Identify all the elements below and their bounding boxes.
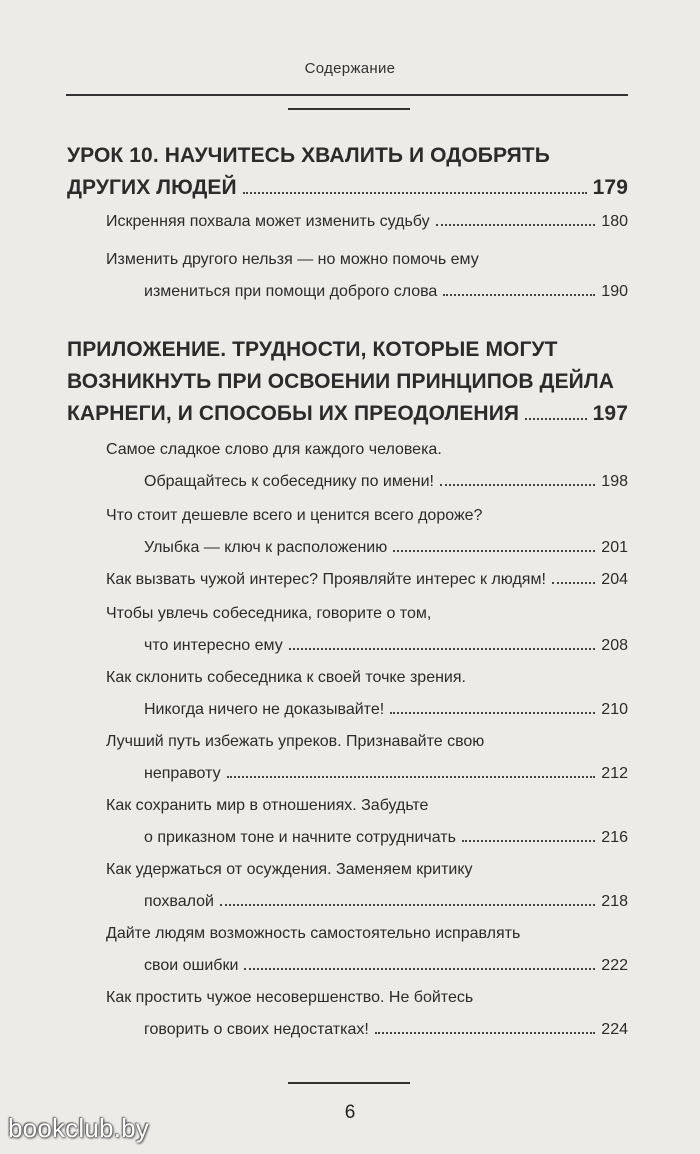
page-ref: 198 bbox=[601, 473, 628, 490]
entry-last-line bbox=[106, 694, 628, 726]
entry-title-line: говорить о своих недостатках! bbox=[144, 1021, 369, 1038]
page-ref: 204 bbox=[601, 571, 628, 588]
toc-entry bbox=[106, 564, 628, 596]
entry-title-line: что интересно ему bbox=[144, 637, 283, 654]
chapter-title-line: ВОЗНИКНУТЬ ПРИ ОСВОЕНИИ ПРИНЦИПОВ ДЕЙЛА bbox=[67, 370, 614, 393]
entry-title-line: неправоту bbox=[144, 765, 221, 782]
toc-entry bbox=[106, 790, 628, 854]
chapter-title-line: КАРНЕГИ, И СПОСОБЫ ИХ ПРЕОДОЛЕНИЯ bbox=[67, 402, 520, 425]
chapter-title-last-line bbox=[67, 172, 628, 204]
header-rule bbox=[66, 94, 628, 96]
entry-title-line: Самое сладкое слово для каждого человека. bbox=[106, 441, 442, 458]
toc-entry bbox=[106, 982, 628, 1046]
page-ref: 222 bbox=[601, 957, 628, 974]
entry-title-line: Искренняя похвала может изменить судьбу bbox=[106, 213, 430, 230]
entry-title-line: измениться при помощи доброго слова bbox=[144, 283, 438, 300]
entry-last-line bbox=[106, 466, 628, 498]
dot-leader bbox=[289, 648, 596, 650]
entry-title-line: Как вызвать чужой интерес? Проявляйте интерес к людям! bbox=[106, 571, 546, 588]
toc-entry bbox=[106, 918, 628, 982]
dot-leader bbox=[220, 904, 595, 906]
entry-title-line: Улыбка — ключ к расположению bbox=[144, 539, 388, 556]
watermark-text: bookclub.by bbox=[8, 1113, 149, 1143]
chapter-title-line: УРОК 10. НАУЧИТЕСЬ ХВАЛИТЬ И ОДОБРЯТЬ bbox=[67, 144, 550, 167]
entry-title-line: похвалой bbox=[144, 893, 214, 910]
entry-title-line: Как удержаться от осуждения. Заменяем критику bbox=[106, 861, 473, 878]
entry-title-line: Как простить чужое несовершенство. Не бойтесь bbox=[106, 989, 474, 1006]
entry-title-line: свои ошибки bbox=[144, 957, 239, 974]
entry-last-line bbox=[106, 822, 628, 854]
toc-entry bbox=[106, 726, 628, 790]
entry-last-line bbox=[106, 950, 628, 982]
page-ref: 179 bbox=[592, 176, 628, 199]
entry-title-line: Чтобы увлечь собеседника, говорите о том, bbox=[106, 605, 432, 622]
page-ref: 224 bbox=[601, 1021, 628, 1038]
dot-leader bbox=[243, 192, 587, 194]
dot-leader bbox=[525, 418, 587, 420]
toc-chapter-lesson-10 bbox=[67, 140, 628, 204]
page-ref: 212 bbox=[601, 765, 628, 782]
page-ref: 201 bbox=[601, 539, 628, 556]
running-head: Содержание bbox=[304, 60, 396, 77]
entry-last-line bbox=[106, 276, 628, 308]
toc-entry bbox=[106, 244, 628, 308]
toc-entry bbox=[106, 854, 628, 918]
entry-title-line: Дайте людям возможность самостоятельно исправлять bbox=[106, 925, 521, 942]
dot-leader bbox=[393, 550, 595, 552]
dot-leader bbox=[375, 1032, 595, 1034]
dot-leader bbox=[462, 840, 595, 842]
page-ref: 180 bbox=[601, 213, 628, 230]
entry-last-line bbox=[106, 206, 628, 238]
chapter-title-last-line bbox=[67, 398, 628, 430]
page-ref: 216 bbox=[601, 829, 628, 846]
footer-rule bbox=[288, 1082, 410, 1084]
entry-title-line: Обращайтесь к собеседнику по имени! bbox=[144, 473, 434, 490]
page-ref: 197 bbox=[592, 402, 628, 425]
entry-last-line bbox=[106, 1014, 628, 1046]
dot-leader bbox=[436, 224, 596, 226]
header-short-rule bbox=[288, 108, 410, 110]
dot-leader bbox=[552, 582, 595, 584]
entry-last-line bbox=[106, 758, 628, 790]
dot-leader bbox=[443, 294, 595, 296]
dot-leader bbox=[227, 776, 596, 778]
page-ref: 210 bbox=[601, 701, 628, 718]
page-ref: 208 bbox=[601, 637, 628, 654]
dot-leader bbox=[390, 712, 595, 714]
chapter-title-line: ПРИЛОЖЕНИЕ. ТРУДНОСТИ, КОТОРЫЕ МОГУТ bbox=[67, 338, 558, 361]
entry-last-line bbox=[106, 532, 628, 564]
entry-title-line: Что стоит дешевле всего и ценится всего дороже? bbox=[106, 507, 483, 524]
toc-chapter-appendix bbox=[67, 334, 628, 430]
toc-entry bbox=[106, 662, 628, 726]
toc-entry bbox=[106, 598, 628, 662]
entry-last-line bbox=[106, 630, 628, 662]
entry-last-line bbox=[106, 564, 628, 596]
entry-title-line: Как сохранить мир в отношениях. Забудьте bbox=[106, 797, 429, 814]
toc-entry bbox=[106, 206, 628, 238]
toc-entry bbox=[106, 500, 628, 564]
entry-title-line: о приказном тоне и начните сотрудничать bbox=[144, 829, 456, 846]
chapter-title-line: ДРУГИХ ЛЮДЕЙ bbox=[67, 176, 237, 199]
entry-title-line: Изменить другого нельзя — но можно помочь ему bbox=[106, 251, 479, 268]
toc-entry bbox=[106, 434, 628, 498]
entry-title-line: Никогда ничего не доказывайте! bbox=[144, 701, 385, 718]
entry-title-line: Лучший путь избежать упреков. Признавайте свою bbox=[106, 733, 485, 750]
page-ref: 218 bbox=[601, 893, 628, 910]
dot-leader bbox=[440, 484, 595, 486]
page-ref: 190 bbox=[601, 283, 628, 300]
entry-title-line: Как склонить собеседника к своей точке зрения. bbox=[106, 669, 466, 686]
page-number: 6 bbox=[344, 1102, 356, 1123]
dot-leader bbox=[244, 968, 595, 970]
entry-last-line bbox=[106, 886, 628, 918]
